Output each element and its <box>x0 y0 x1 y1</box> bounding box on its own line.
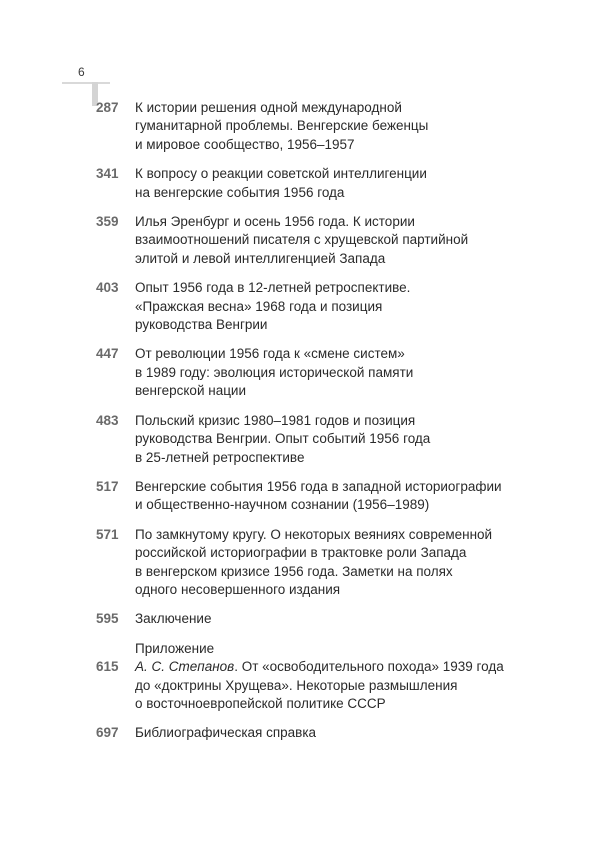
toc-title-line: венгерской нации <box>135 383 247 399</box>
toc-title-line: в 1989 году: эволюция исторической памяти <box>135 364 414 380</box>
toc-page-number: 341 <box>96 166 119 182</box>
toc-entry <box>0 99 600 154</box>
toc-title <box>135 345 520 400</box>
toc-entry <box>0 412 600 467</box>
toc-page-number: 447 <box>96 346 119 362</box>
toc-title-line: Опыт 1956 года в 12-летней ретроспективе. <box>135 280 411 296</box>
toc-title-line: По замкнутому кругу. О некоторых веяниях современной <box>135 526 493 542</box>
toc-title-line: на венгерские события 1956 года <box>135 184 345 200</box>
toc-title-line: К истории решения одной международной <box>135 100 402 115</box>
toc-author: А. С. Степанов <box>135 659 235 675</box>
toc-title-line: «Пражская весна» 1968 года и позиция <box>135 298 383 314</box>
toc-entry <box>0 724 600 742</box>
toc-title-line: элитой и левой интеллигенцией Запада <box>135 250 386 266</box>
toc-title-line: российской историографии в трактовке роли Запада <box>135 545 467 561</box>
toc-title <box>135 658 520 713</box>
toc-title <box>135 213 520 268</box>
toc-title-line: От революции 1956 года к «смене систем» <box>135 346 405 362</box>
toc-entry <box>0 658 600 713</box>
toc-title-line: одного несовершенного издания <box>135 581 341 597</box>
toc-title-line: до «доктрины Хрущева». Некоторые размышления <box>135 677 458 693</box>
toc-entry <box>0 213 600 268</box>
toc-title-line: в венгерском кризисе 1956 года. Заметки на полях <box>135 563 453 579</box>
toc-title-line: руководства Венгрии <box>135 317 268 333</box>
toc-title-line: в 25-летней ретроспективе <box>135 449 305 465</box>
toc-title-line: взаимоотношений писателя с хрущевской партийной <box>135 232 469 248</box>
toc-title <box>135 279 520 334</box>
toc-title <box>135 478 520 515</box>
toc-title-line: Польский кризис 1980–1981 годов и позиция <box>135 412 416 428</box>
toc-page-number: 697 <box>96 725 119 741</box>
toc-title <box>135 640 520 658</box>
toc-entry <box>0 279 600 334</box>
toc-title-line <box>135 658 520 676</box>
toc-entry <box>0 345 600 400</box>
toc-title <box>135 724 520 742</box>
toc-entry <box>0 610 600 628</box>
toc-title <box>135 99 520 154</box>
toc-title-line: К вопросу о реакции советской интеллигенции <box>135 166 427 182</box>
toc-page-number: 595 <box>96 611 119 627</box>
toc-page-number: 571 <box>96 526 119 542</box>
toc-title-line: гуманитарной проблемы. Венгерские беженцы <box>135 118 429 134</box>
toc-title <box>135 412 520 467</box>
toc-title-line: Заключение <box>135 611 212 627</box>
toc-title-line: руководства Венгрии. Опыт событий 1956 года <box>135 431 431 447</box>
toc-section-heading <box>0 640 600 658</box>
toc-page-number: 287 <box>96 100 119 115</box>
toc-title-line: Илья Эренбург и осень 1956 года. К истории <box>135 214 415 230</box>
toc-page-number: 517 <box>96 478 119 494</box>
corner-mark-horizontal <box>62 82 110 84</box>
toc-title <box>135 165 520 202</box>
toc-title <box>135 526 520 600</box>
toc-title-line: о восточноевропейской политике СССР <box>135 695 386 711</box>
toc-title <box>135 610 520 628</box>
toc-title-line: Библиографическая справка <box>135 725 317 741</box>
toc-title-text: . От «освободительного похода» 1939 года <box>234 659 504 675</box>
toc-page-number: 483 <box>96 412 119 428</box>
page-number: 6 <box>78 65 85 79</box>
toc-page-number: 615 <box>96 659 119 675</box>
toc-title-line: Венгерские события 1956 года в западной историографии <box>135 478 502 494</box>
toc-page-number: 403 <box>96 280 119 296</box>
toc-entry <box>0 165 600 202</box>
toc-title-line: и общественно-научном сознании (1956–1989) <box>135 497 430 513</box>
toc-entry <box>0 478 600 515</box>
toc-entry <box>0 526 600 600</box>
table-of-contents <box>0 99 600 754</box>
appendix-heading: Приложение <box>135 640 215 656</box>
toc-page-number: 359 <box>96 214 119 230</box>
toc-title-line: и мировое сообщество, 1956–1957 <box>135 136 355 152</box>
